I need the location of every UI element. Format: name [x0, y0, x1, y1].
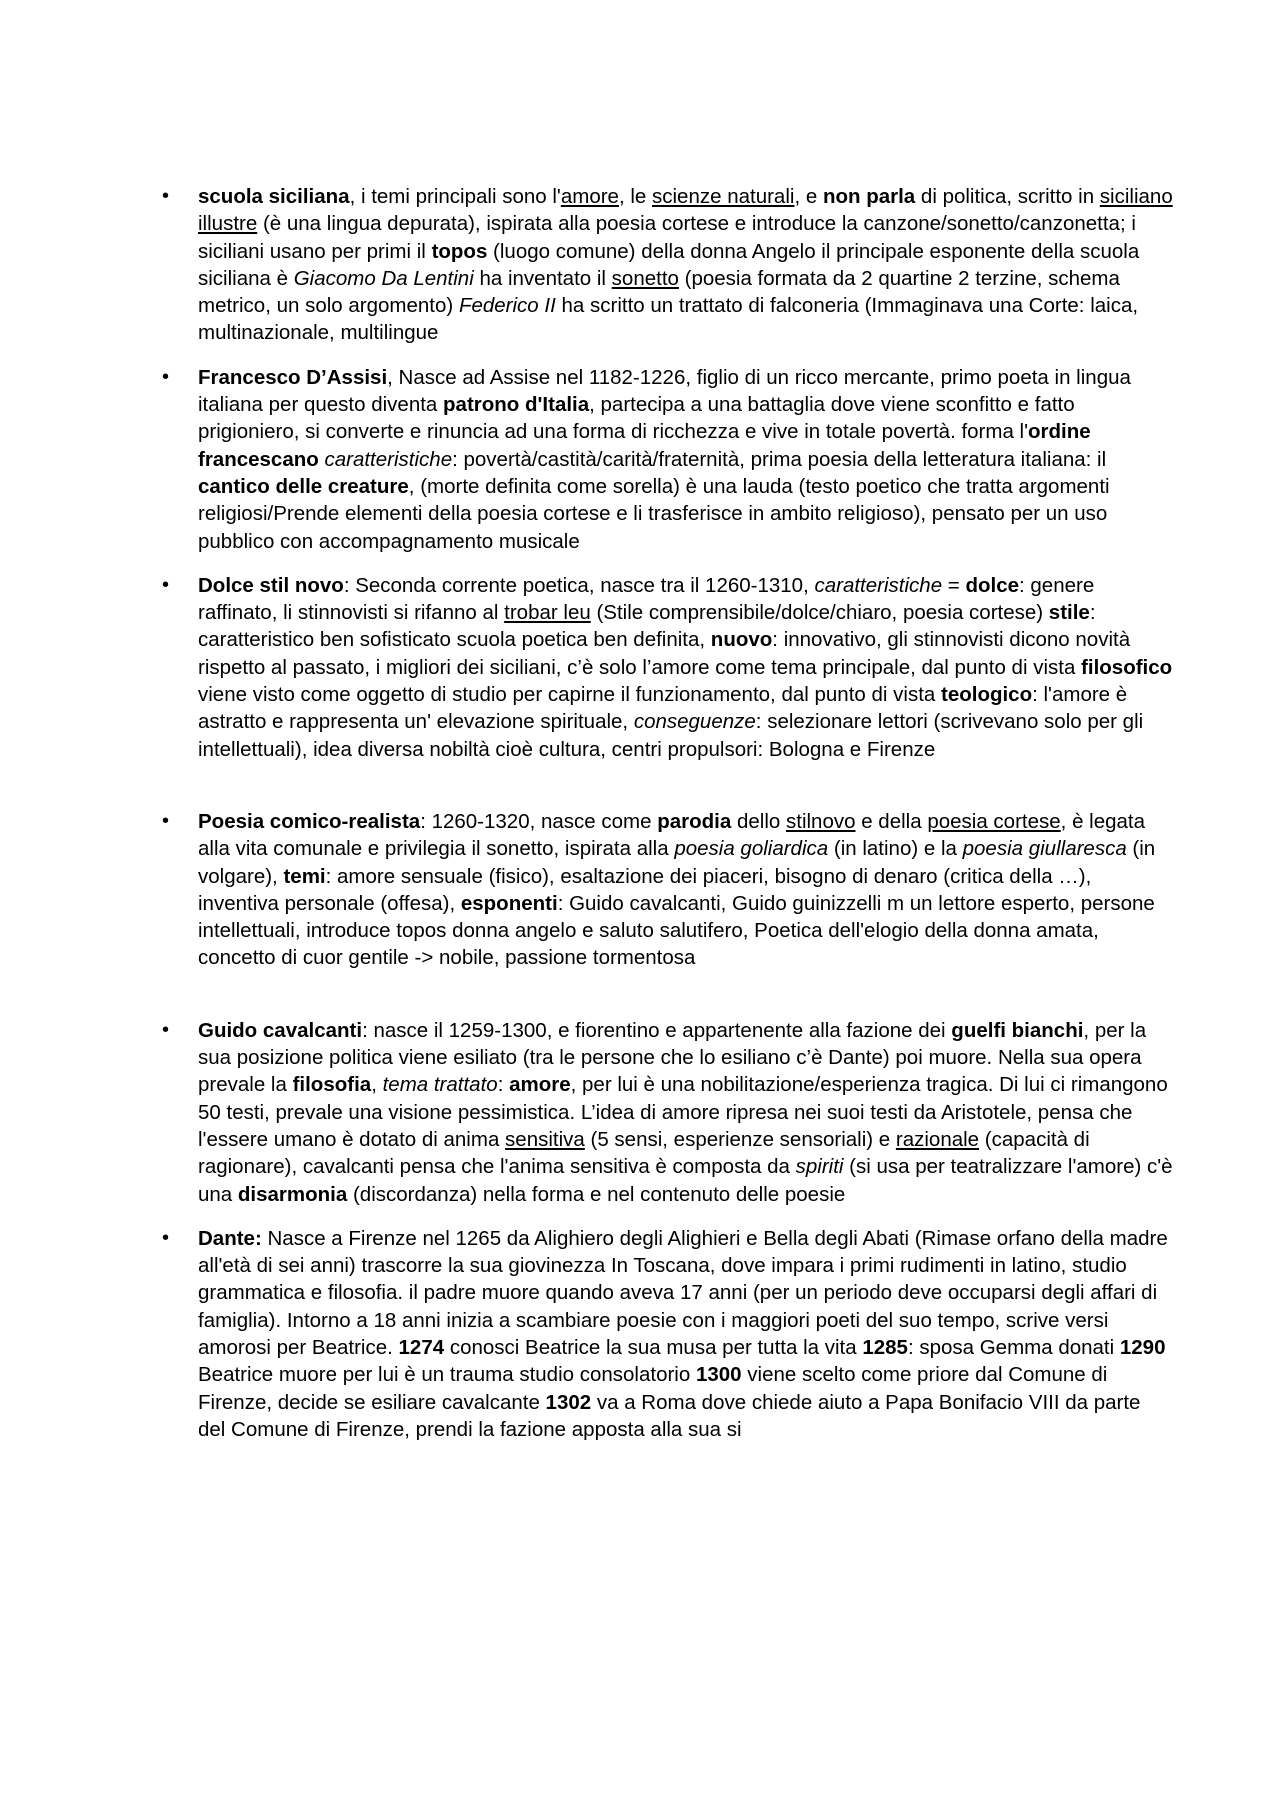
text-run: e della	[855, 809, 928, 833]
bullet-icon: •	[162, 809, 170, 832]
underlined-term: poesia cortese	[927, 809, 1061, 833]
item-text	[198, 572, 1173, 763]
item-text	[198, 1017, 1173, 1208]
underlined-term: amore	[560, 185, 619, 208]
bold-term: topos	[431, 239, 488, 263]
item-text	[198, 808, 1173, 972]
bold-term: filosofico	[1081, 655, 1173, 679]
text-run: , (morte definita come sorella) è una lauda (testo poetico che tratta argomenti religiosi/Prende elementi della poesia cortese e li trasferisce in ambito religioso), pensato per un uso pubblico con accompagnamento musicale	[198, 474, 1110, 553]
text-run: :	[497, 1073, 510, 1097]
text-run: Beatrice muore per lui è un trauma studio consolatorio	[198, 1363, 696, 1387]
text-run: : sposa Gemma donati	[907, 1335, 1120, 1359]
text-run: di politica, scritto in	[915, 185, 1100, 208]
italic-term: poesia goliardica	[674, 837, 829, 861]
text-run: va a Roma dove chiede aiuto a Papa Bonifacio VIII da parte del Comune di Firenze, prendi la fazione apposta alla sua si	[198, 1390, 1141, 1441]
underlined-term: scienze naturali	[652, 185, 795, 208]
notes-list	[162, 183, 1173, 1443]
italic-term: Federico II	[458, 294, 556, 318]
italic-term: caratteristiche	[324, 447, 453, 471]
text-run: =	[942, 573, 966, 597]
bullet-icon: •	[162, 1226, 170, 1249]
list-item	[162, 572, 1173, 763]
bold-term: scuola siciliana	[198, 185, 350, 208]
text-run: (luogo comune) della donna Angelo il principale esponente della scuola siciliana è	[198, 239, 1140, 290]
bold-term: temi	[283, 864, 326, 888]
bold-term: Dolce stil novo	[198, 573, 344, 597]
list-item	[162, 364, 1173, 555]
text-run: , Nasce ad Assise nel 1182-1226, figlio di un ricco mercante, primo poeta in lingua italiana per questo diventa	[198, 365, 1131, 417]
bold-term: 1302	[545, 1390, 592, 1414]
bold-term: ordine francescano	[198, 420, 1091, 471]
text-run: Nasce a Firenze nel 1265 da Alighiero degli Alighieri e Bella degli Abati (Rimase orfano della madre all'età di sei anni) trascorre la sua giovinezza In Toscana, dove impara i primi rudimenti in latino, studio grammatica e filosofia. il padre muore quando aveva 17 anni (per un periodo deve occuparsi degli affari di famiglia). Intorno a 18 anni inizia a scambiare poesie con i maggiori poeti del suo tempo, scrive versi amorosi per Beatrice.	[198, 1226, 1168, 1359]
text-run: ,	[371, 1073, 383, 1097]
italic-term: poesia giullaresca	[962, 837, 1127, 861]
bold-term: cantico delle creature	[198, 474, 409, 498]
text-run: conosci Beatrice la sua musa per tutta la vita	[444, 1335, 863, 1359]
list-item	[162, 808, 1173, 972]
italic-term: spiriti	[795, 1155, 844, 1179]
underlined-term: stilnovo	[786, 809, 856, 833]
underlined-term: trobar leu	[504, 601, 591, 625]
underlined-term: sensitiva	[505, 1127, 585, 1151]
text-run: , i temi principali sono l'	[349, 185, 561, 208]
list-item	[162, 1225, 1173, 1443]
text-run: : amore sensuale (fisico), esaltazione dei piaceri, bisogno di denaro (critica della …), inventiva personale (offesa),	[198, 864, 1092, 915]
italic-term: conseguenze	[633, 710, 756, 734]
text-run: : caratteristico ben sofisticato scuola poetica ben definita,	[198, 601, 1096, 652]
text-run: : 1260-1320, nasce come	[420, 809, 658, 833]
bold-term: non parla	[822, 185, 916, 208]
bold-term: amore	[509, 1073, 571, 1097]
text-run: : genere raffinato, li stinnovisti si rifanno al	[198, 573, 1095, 625]
text-run: : Guido cavalcanti, Guido guinizzelli m un lettore esperto, persone intellettuali, introduce topos donna angelo e saluto salutifero, Poetica dell'elogio della donna amata, concetto di cuor gentile -> nobile, passione tormentosa	[198, 891, 1155, 970]
italic-term: tema trattato	[382, 1073, 498, 1097]
item-text	[198, 364, 1173, 555]
text-run: , e	[794, 185, 823, 208]
text-run: (in latino) e la	[828, 837, 963, 861]
bullet-icon: •	[162, 1018, 170, 1041]
text-run: viene visto come oggetto di studio per capirne il funzionamento, dal punto di vista	[198, 683, 941, 707]
bold-term: Francesco D’Assisi	[198, 365, 388, 389]
bold-term: parodia	[657, 809, 732, 833]
text-run: (è una lingua depurata), ispirata alla poesia cortese e introduce la canzone/sonetto/canzonetta; i siciliani usano per primi il	[198, 212, 1136, 263]
list-item	[162, 183, 1173, 347]
italic-term: Giacomo Da Lentini	[293, 266, 474, 290]
bold-term: 1285	[862, 1335, 908, 1359]
bold-term: dolce	[965, 573, 1020, 597]
bold-term: Guido cavalcanti	[198, 1018, 363, 1042]
text-run: , è legata alla vita comunale e privilegia il sonetto, ispirata alla	[198, 809, 1146, 861]
bullet-icon: •	[162, 365, 170, 388]
text-run: , le	[618, 185, 652, 208]
bold-term: nuovo	[710, 628, 773, 652]
text-run: (poesia formata da 2 quartine 2 terzine, schema metrico, un solo argomento)	[198, 266, 1120, 318]
bold-term: guelfi bianchi	[951, 1018, 1084, 1042]
bold-term: 1274	[398, 1335, 445, 1359]
bold-term: esponenti	[460, 891, 558, 915]
list-item	[162, 1017, 1173, 1208]
text-run: , per lui è una nobilitazione/esperienza tragica. Di lui ci rimangono 50 testi, prevale una visione pessimistica. L’idea di amore ripresa nei suoi testi da Aristotele, pensa che l'essere umano è dotato di anima	[198, 1073, 1168, 1151]
text-run: (Stile comprensibile/dolce/chiaro, poesia cortese)	[590, 601, 1049, 625]
text-run: : l'amore è astratto e rappresenta un' elevazione spirituale,	[198, 683, 1128, 734]
bold-term: 1300	[695, 1363, 742, 1387]
text-run: : innovativo, gli stinnovisti dicono novità rispetto al passato, i migliori dei siciliani, c’è solo l’amore come tema principale, dal punto di vista	[198, 628, 1131, 679]
text-run: ha inventato il	[473, 266, 612, 290]
bold-term: patrono d'Italia	[443, 393, 590, 417]
text-run: (si usa per teatralizzare l'amore) c'è una	[198, 1155, 1173, 1206]
text-run: dello	[731, 809, 786, 833]
bold-term: stile	[1048, 601, 1090, 625]
text-run: (capacità di ragionare), cavalcanti pensa che l'anima sensitiva è composta da	[198, 1127, 1090, 1179]
text-run: (in volgare),	[198, 837, 1156, 888]
bold-term: teologico	[941, 683, 1033, 707]
text-run: (discordanza) nella forma e nel contenuto delle poesie	[347, 1182, 846, 1206]
text-run: , partecipa a una battaglia dove viene sconfitto e fatto prigioniero, si converte e rinuncia ad una forma di ricchezza e vive in totale povertà. forma l'	[198, 393, 1075, 444]
underlined-term: sonetto	[611, 266, 679, 290]
bold-term: Poesia comico-realista	[198, 809, 421, 833]
bold-term: Dante:	[198, 1226, 262, 1250]
underlined-term: razionale	[895, 1127, 980, 1151]
bold-term: disarmonia	[237, 1182, 348, 1206]
italic-term: caratteristiche	[814, 573, 943, 597]
text-run: : nasce il 1259-1300, e fiorentino e appartenente alla fazione dei	[362, 1018, 952, 1042]
text-run: ha scritto un trattato di falconeria (Immaginava una Corte: laica, multinazionale, multilingue	[198, 294, 1139, 345]
item-text	[198, 1225, 1173, 1443]
bold-term: 1290	[1119, 1335, 1166, 1359]
bullet-icon: •	[162, 185, 170, 207]
text-run: : selezionare lettori (scrivevano solo per gli intellettuali), idea diversa nobiltà cioè cultura, centri propulsori: Bologna e Firenze	[198, 710, 1144, 761]
text-run: : Seconda corrente poetica, nasce tra il 1260-1310,	[343, 573, 815, 597]
text-run: viene scelto come priore dal Comune di Firenze, decide se esiliare cavalcante	[198, 1363, 1108, 1414]
bold-term: filosofia	[292, 1073, 372, 1097]
text-run: (5 sensi, esperienze sensoriali) e	[584, 1127, 896, 1151]
bullet-icon: •	[162, 573, 170, 596]
item-text	[198, 183, 1173, 347]
text-run: : povertà/castità/carità/fraternità, prima poesia della letteratura italiana: il	[452, 447, 1107, 471]
text-run: , per la sua posizione politica viene esiliato (tra le persone che lo esiliano c’è Dante) poi muore. Nella sua opera prevale la	[198, 1018, 1147, 1097]
underlined-term: siciliano illustre	[198, 185, 1173, 236]
